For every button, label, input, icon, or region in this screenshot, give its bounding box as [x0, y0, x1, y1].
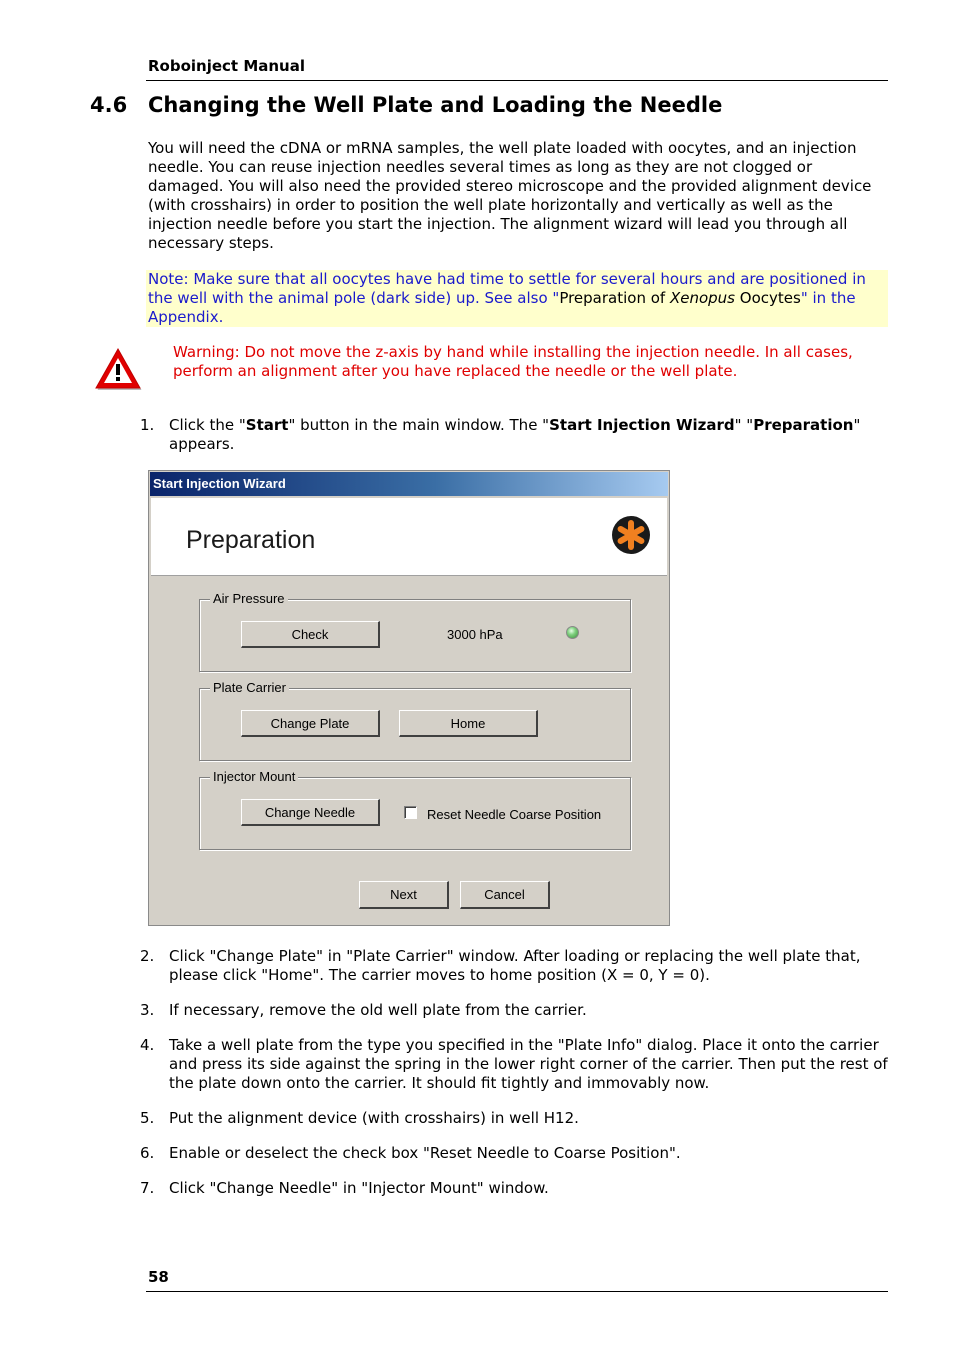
step-text: Take a well plate from the type you specified in the "Plate Info" dialog. Place it onto the carrier and press its side against the spring in the lower right corner of the carrier. Then put the rest of the plate down onto the carrier. It should fit tightly and immovably now.: [169, 1036, 888, 1092]
step-text: Click the "Start" button in the main window. The "Start Injection Wizard" "Preparation" appears.: [169, 416, 861, 453]
group-label: Plate Carrier: [210, 680, 289, 695]
running-header: Roboinject Manual: [148, 57, 305, 75]
step-number: 3.: [140, 1001, 155, 1019]
step-6: [140, 1144, 890, 1164]
step-4: [140, 1036, 890, 1096]
status-led-icon: [566, 626, 579, 639]
note-link-a: Preparation of: [559, 289, 670, 307]
warning-icon: [94, 346, 142, 392]
note-text-end: " in the Appendix.: [148, 289, 856, 326]
group-label: Injector Mount: [210, 769, 298, 784]
check-button[interactable]: Check: [241, 621, 380, 648]
step-number: 1.: [140, 416, 155, 434]
header-rule: [146, 80, 888, 81]
reset-needle-label[interactable]: Reset Needle Coarse Position: [427, 807, 602, 822]
plate-carrier-group: [199, 680, 631, 761]
cancel-button[interactable]: Cancel: [460, 881, 550, 909]
reset-needle-checkbox[interactable]: [404, 806, 417, 819]
step-2: [140, 947, 890, 987]
section-heading: [90, 93, 722, 117]
note-link-b: Oocytes: [735, 289, 801, 307]
step-1: [140, 416, 890, 456]
step-text: Enable or deselect the check box "Reset Needle to Coarse Position".: [169, 1144, 681, 1162]
asterisk-logo-icon: [611, 515, 651, 555]
step-number: 7.: [140, 1179, 155, 1197]
step-number: 6.: [140, 1144, 155, 1162]
note-text: Note: Make sure that all oocytes have had time to settle for several hours and are positioned in the well with the animal pole (dark side) up. See also ": [148, 270, 866, 307]
injector-mount-group: [199, 769, 631, 850]
wizard-dialog: [148, 470, 670, 926]
footer-rule: [146, 1291, 888, 1292]
next-button[interactable]: Next: [359, 881, 449, 909]
step-number: 2.: [140, 947, 155, 965]
step-text: Click "Change Plate" in "Plate Carrier" window. After loading or replacing the well plate that, please click "Home". The carrier moves to home position (X = 0, Y = 0).: [169, 947, 861, 984]
dialog-titlebar[interactable]: Start Injection Wizard: [150, 472, 668, 496]
air-pressure-group: [199, 591, 631, 672]
step-7: [140, 1179, 890, 1199]
section-title: Changing the Well Plate and Loading the Needle: [148, 93, 723, 117]
note-box: [146, 270, 888, 327]
home-button[interactable]: Home: [399, 710, 538, 737]
pressure-reading: 3000 hPa: [447, 627, 503, 642]
section-number: 4.6: [90, 93, 128, 117]
intro-paragraph: You will need the cDNA or mRNA samples, the well plate loaded with oocytes, and an injection needle. You can reuse injection needles several times as long as they are not clogged or damaged. You will also need the provided stereo microscope and the provided alignment device (with crosshairs) in order to position the well plate horizontally and vertically as well as the injection needle before you start the injection. The alignment wizard will lead you through all necessary steps.: [148, 139, 872, 252]
step-number: 5.: [140, 1109, 155, 1127]
step-3: [140, 1001, 890, 1021]
step-text: Put the alignment device (with crosshairs) in well H12.: [169, 1109, 579, 1127]
warning-text: Warning: Do not move the z-axis by hand while installing the injection needle. In all cases, perform an alignment after you have replaced the needle or the well plate.: [173, 343, 853, 380]
change-plate-button[interactable]: Change Plate: [241, 710, 380, 737]
note-link-italic: Xenopus: [669, 289, 736, 307]
group-label: Air Pressure: [210, 591, 288, 606]
wizard-header: [151, 498, 667, 576]
step-text: If necessary, remove the old well plate from the carrier.: [169, 1001, 587, 1019]
step-number: 4.: [140, 1036, 155, 1054]
step-text: Click "Change Needle" in "Injector Mount" window.: [169, 1179, 549, 1197]
step-5: [140, 1109, 890, 1129]
change-needle-button[interactable]: Change Needle: [241, 799, 380, 826]
page-number: 58: [148, 1268, 169, 1286]
wizard-heading: Preparation: [186, 526, 316, 554]
